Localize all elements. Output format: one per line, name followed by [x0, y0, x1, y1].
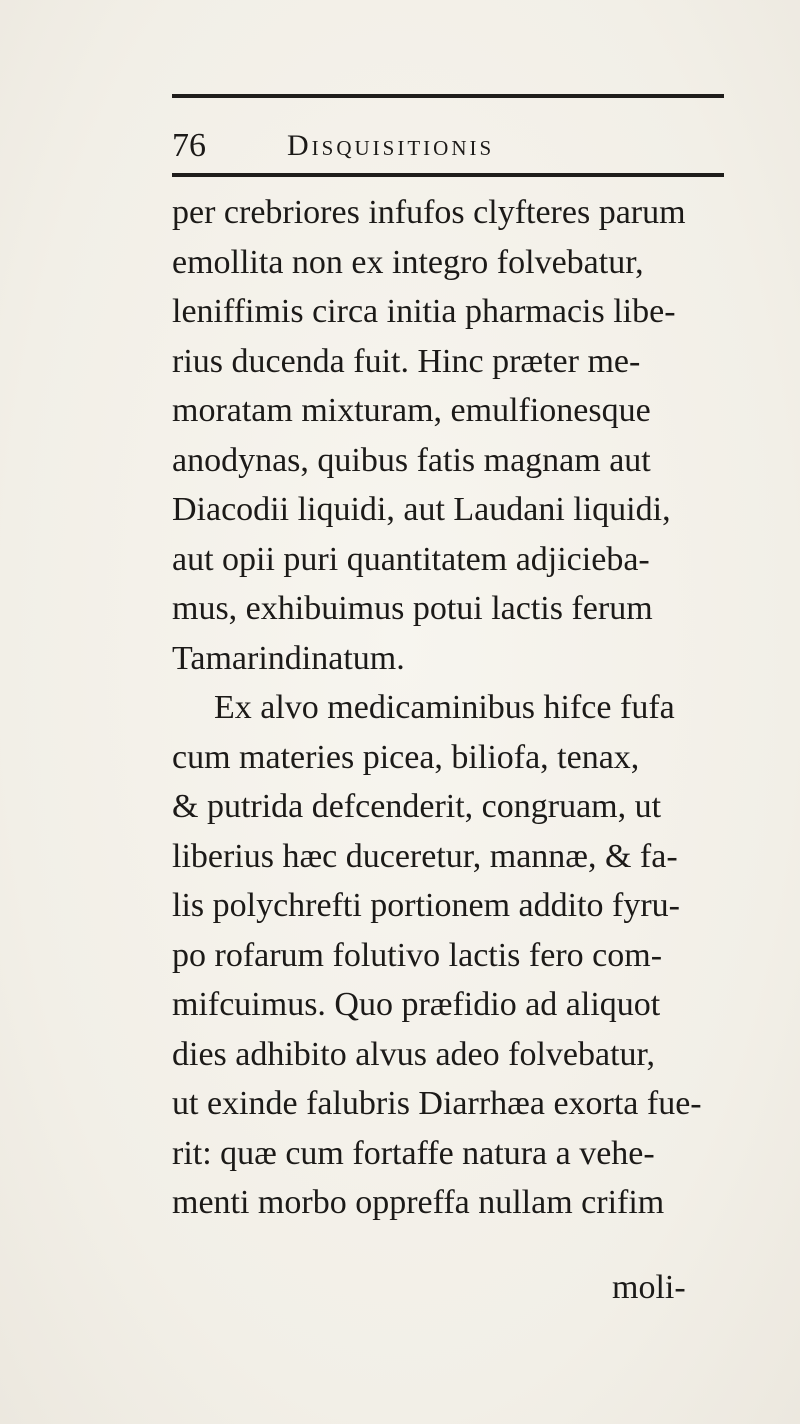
- text-line: rius ducenda fuit. Hinc præter me-: [172, 342, 641, 380]
- text-line: moratam mixturam, emulfionesque: [172, 392, 651, 429]
- text-line: emollita non ex integro folvebatur,: [172, 243, 644, 281]
- running-title: Disquisitionis: [287, 129, 495, 162]
- text-line: liberius hæc duceretur, mannæ, & fa-: [172, 837, 678, 875]
- header-rule: [172, 173, 724, 177]
- text-line: cum materies picea, biliofa, tenax,: [172, 738, 640, 776]
- text-line: aut opii puri quantitatem adjicieba-: [172, 540, 650, 578]
- body-text: [172, 188, 732, 1228]
- top-rule: [172, 94, 724, 98]
- page-number: 76: [172, 127, 206, 164]
- text-line: leniffimis circa initia pharmacis libe-: [172, 293, 676, 330]
- page-header: [172, 124, 724, 168]
- text-line: & putrida defcenderit, congruam, ut: [172, 788, 662, 825]
- text-line: mifcuimus. Quo præfidio ad aliquot: [172, 986, 661, 1023]
- catchword: moli-: [612, 1269, 686, 1306]
- text-line: per crebriores infufos clyfteres parum: [172, 194, 686, 231]
- text-line: mus, exhibuimus potui lactis ferum: [172, 590, 653, 627]
- text-line: Tamarindinatum.: [172, 639, 405, 677]
- text-line: menti morbo oppreffa nullam crifim: [172, 1184, 665, 1221]
- text-line: rit: quæ cum fortaffe natura a vehe-: [172, 1134, 655, 1172]
- text-line: Diacodii liquidi, aut Laudani liquidi,: [172, 491, 671, 528]
- text-line: dies adhibito alvus adeo folvebatur,: [172, 1035, 656, 1073]
- text-line: po rofarum folutivo lactis fero com-: [172, 936, 663, 974]
- text-line: lis polychrefti portionem addito fyru-: [172, 887, 680, 924]
- paragraph-first-line: Ex alvo medicaminibus hifce fufa: [214, 689, 675, 726]
- text-line: ut exinde falubris Diarrhæa exorta fue-: [172, 1085, 702, 1122]
- text-line: anodynas, quibus fatis magnam aut: [172, 441, 651, 479]
